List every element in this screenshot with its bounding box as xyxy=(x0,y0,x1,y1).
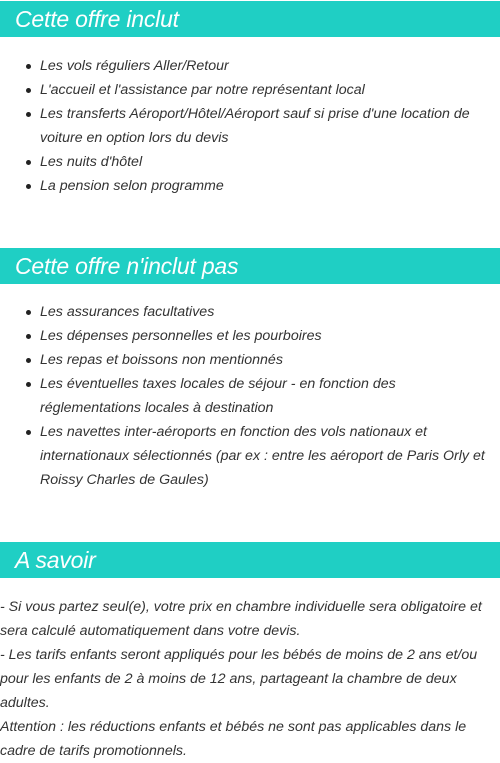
list-item xyxy=(0,372,500,420)
bullet-icon xyxy=(26,382,31,387)
section-title-a-savoir: A savoir xyxy=(0,542,500,578)
list-item xyxy=(0,324,500,348)
list-item xyxy=(0,300,500,324)
bullet-icon xyxy=(26,64,31,69)
list-item-text: Les nuits d'hôtel xyxy=(40,154,143,170)
bullet-icon xyxy=(26,88,31,93)
list-item xyxy=(0,420,500,492)
info-paragraph: - Si vous partez seul(e), votre prix en chambre individuelle sera obligatoire et sera calculé automatiquement dans votre devis. xyxy=(0,599,482,639)
list-item-text: Les dépenses personnelles et les pourboires xyxy=(40,328,322,344)
list-item-text: Les assurances facultatives xyxy=(40,304,215,320)
info-paragraph: - Les tarifs enfants seront appliqués pour les bébés de moins de 2 ans et/ou pour les enfants de 2 à moins de 12 ans, partageant la chambre de deux adultes. xyxy=(0,647,478,711)
list-item-text: L'accueil et l'assistance par notre représentant local xyxy=(40,82,365,98)
list-item xyxy=(0,78,500,102)
section-title-not-included: Cette offre n'inclut pas xyxy=(0,248,500,284)
list-item xyxy=(0,348,500,372)
list-item xyxy=(0,54,500,78)
list-item-text: Les navettes inter-aéroports en fonction des vols nationaux et internationaux sélectionnés (par ex : entre les aéroport de Paris Orly et Roissy Charles de Gaules) xyxy=(40,424,485,488)
a-savoir-text xyxy=(0,595,500,763)
bullet-icon xyxy=(26,160,31,165)
list-item-text: Les transferts Aéroport/Hôtel/Aéroport sauf si prise d'une location de voiture en option lors du devis xyxy=(40,106,470,146)
list-item xyxy=(0,102,500,150)
list-item-text: Les éventuelles taxes locales de séjour - en fonction des réglementations locales à destination xyxy=(40,376,396,416)
list-item xyxy=(0,150,500,174)
list-item xyxy=(0,174,500,198)
included-list xyxy=(0,54,500,198)
bullet-icon xyxy=(26,184,31,189)
bullet-icon xyxy=(26,112,31,117)
bullet-icon xyxy=(26,334,31,339)
info-paragraph: Attention : les réductions enfants et bébés ne sont pas applicables dans le cadre de tarifs promotionnels. xyxy=(0,719,467,759)
bullet-icon xyxy=(26,430,31,435)
list-item-text: La pension selon programme xyxy=(40,178,224,194)
list-item-text: Les vols réguliers Aller/Retour xyxy=(40,58,229,74)
bullet-icon xyxy=(26,310,31,315)
not-included-list xyxy=(0,300,500,492)
section-title-included: Cette offre inclut xyxy=(0,1,500,37)
list-item-text: Les repas et boissons non mentionnés xyxy=(40,352,283,368)
bullet-icon xyxy=(26,358,31,363)
